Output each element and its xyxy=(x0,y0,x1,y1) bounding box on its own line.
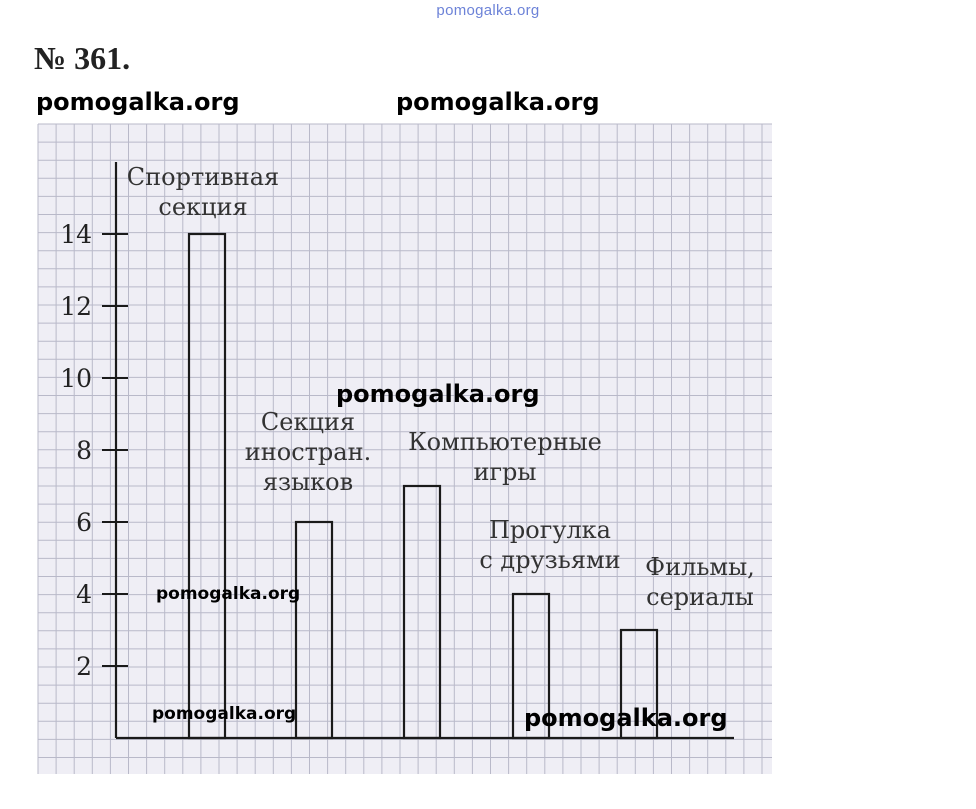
watermark-2: pomogalka.org xyxy=(396,88,600,116)
category-label: сериалы xyxy=(646,583,754,611)
category-label: Спортивная xyxy=(126,163,280,191)
category-label: Компьютерные xyxy=(408,428,602,456)
y-tick-label: 12 xyxy=(60,292,92,321)
category-label: игры xyxy=(473,458,537,486)
category-label: Прогулка xyxy=(489,516,611,544)
y-tick-label: 2 xyxy=(76,652,92,681)
category-label: Секция xyxy=(260,408,356,436)
category-label: языков xyxy=(262,468,354,496)
watermark-6: pomogalka.org xyxy=(524,704,728,732)
watermark-3: pomogalka.org xyxy=(336,380,540,408)
y-tick-label: 6 xyxy=(76,508,92,537)
category-label: иностран. xyxy=(244,438,372,466)
category-label: с друзьями xyxy=(479,546,621,574)
y-tick-label: 4 xyxy=(76,580,92,609)
watermark-5: pomogalka.org xyxy=(152,704,297,724)
category-label: Фильмы, xyxy=(645,553,755,581)
y-tick-label: 10 xyxy=(60,364,92,393)
category-label: секция xyxy=(158,193,248,221)
y-tick-label: 14 xyxy=(60,220,92,249)
watermark-1: pomogalka.org xyxy=(36,88,240,116)
watermark-4: pomogalka.org xyxy=(156,584,301,604)
y-tick-label: 8 xyxy=(76,436,92,465)
site-watermark: pomogalka.org xyxy=(436,2,540,19)
problem-number: № 361. xyxy=(34,40,131,76)
